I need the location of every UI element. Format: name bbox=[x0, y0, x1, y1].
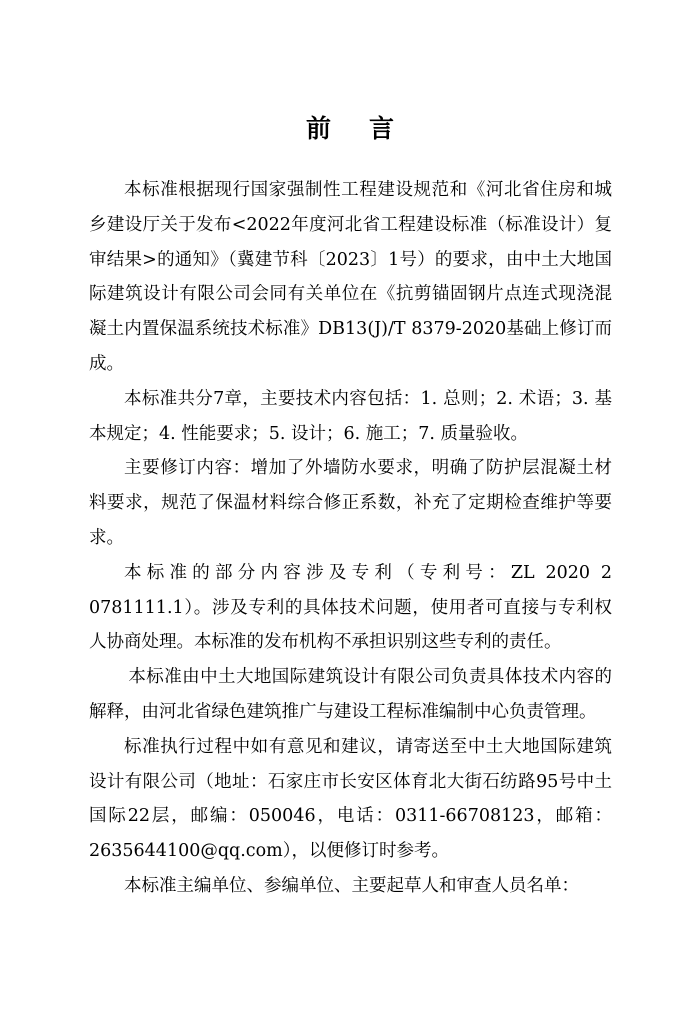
paragraph-chapters: 本标准共分7章，主要技术内容包括：1. 总则；2. 术语；3. 基本规定；4. 性能要求；5. 设计；6. 施工；7. 质量验收。 bbox=[89, 388, 612, 444]
paragraph-contributors: 本标准主编单位、参编单位、主要起草人和审查人员名单： bbox=[124, 875, 579, 896]
paragraph-interpretation: 本标准由中土大地国际建筑设计有限公司负责具体技术内容的解释，由河北省绿色建筑推广与建设工程标准编制中心负责管理。 bbox=[89, 667, 612, 722]
page-title: 前言 bbox=[305, 114, 432, 143]
paragraph-basis: 本标准根据现行国家强制性工程建设规范和《河北省住房和城乡建设厅关于发布<2022年度河北省工程建设标准（标准设计）复审结果>的通知》（冀建节科〔2023〕1号）的要求，由中土大地国际建筑设计有限公司会同有关单位在《抗剪锚固钢片点连式现浇混凝土内置保温系统技术标准》DB13(J)/T 8379-2020基础上修订而成。 bbox=[89, 180, 612, 374]
paragraph-revisions: 主要修订内容：增加了外墙防水要求，明确了防护层混凝土材料要求，规范了保温材料综合修正系数，补充了定期检查维护等要求。 bbox=[89, 458, 612, 548]
paragraph-feedback: 标准执行过程中如有意见和建议，请寄送至中土大地国际建筑设计有限公司（地址：石家庄市长安区体育北大街石纺路95号中土国际22层，邮编：050046，电话：0311-66708123，邮箱：2635644100@qq.com），以便修订时参考。 bbox=[89, 736, 612, 862]
document-body bbox=[89, 173, 612, 904]
paragraph-patent: 本标准的部分内容涉及专利（专利号：ZL 2020 2 0781111.1）。涉及专利的具体技术问题，使用者可直接与专利权人协商处理。本标准的发布机构不承担识别这些专利的责任。 bbox=[89, 562, 612, 653]
